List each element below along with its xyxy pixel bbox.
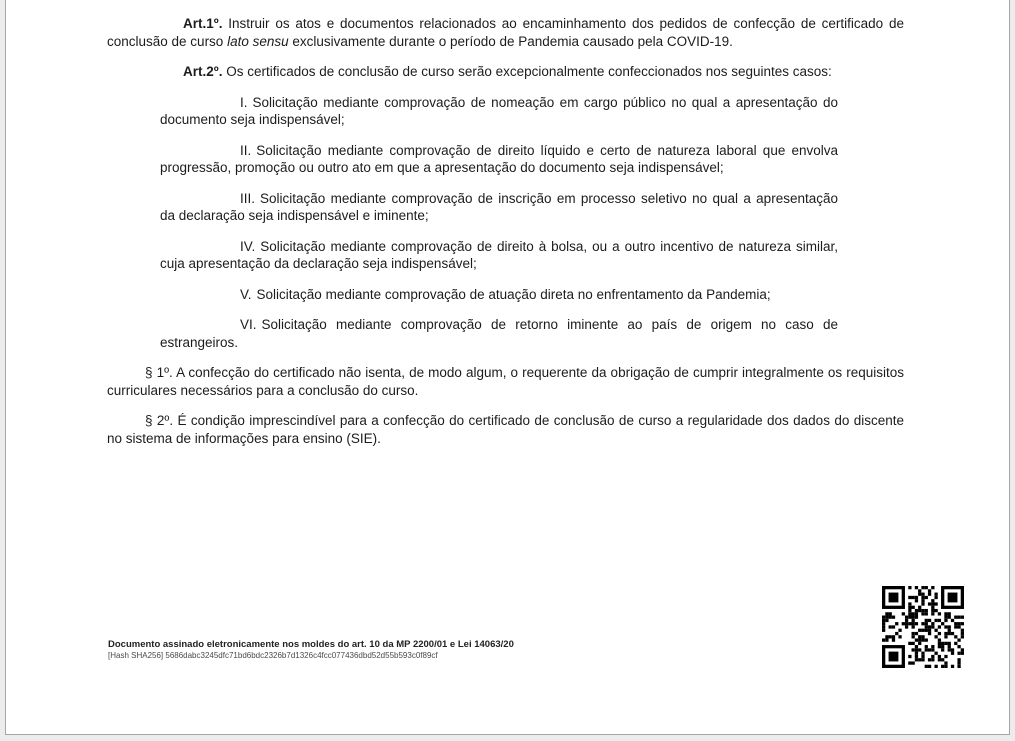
list-item-2-numeral: II. — [240, 142, 252, 158]
list-item-4 — [160, 238, 838, 273]
list-item-1 — [160, 94, 838, 129]
list-item-5-text: Solicitação mediante comprovação de atuação direta no enfrentamento da Pandemia; — [256, 286, 771, 302]
list-item-3-numeral: III. — [240, 190, 256, 206]
section-2-paragraph — [107, 412, 904, 447]
electronic-signature-line: Documento assinado eletronicamente nos moldes do art. 10 da MP 2200/01 e Lei 14063/20 — [108, 639, 514, 650]
article-1-text: Instruir os atos e documentos relacionados ao encaminhamento dos pedidos de confecção de certificado de conclusão de curso — [107, 16, 904, 49]
section-1-symbol: § 1º. — [145, 365, 173, 380]
document-page — [5, 0, 1010, 735]
article-1-italic-term: lato sensu — [227, 33, 289, 49]
list-item-6-numeral: VI. — [240, 317, 257, 332]
qr-code — [882, 586, 964, 668]
list-item-6-text: Solicitação mediante comprovação de retorno iminente ao país de origem no caso de estrangeiros. — [160, 317, 838, 350]
sha256-hash-line: [Hash SHA256] 5686dabc3245dfc71bd6bdc2326b7d1326c4fcc077436dbd52d55b593c0f89cf — [108, 651, 438, 660]
article-2-item-list — [160, 94, 838, 352]
section-1-paragraph — [107, 364, 904, 399]
list-item-3-text: Solicitação mediante comprovação de inscrição em processo seletivo no qual a apresentação da declaração seja indispensável e iminente; — [160, 190, 838, 223]
article-1-paragraph — [107, 15, 904, 50]
list-item-1-text: Solicitação mediante comprovação de nomeação em cargo público no qual a apresentação do documento seja indispensável; — [160, 94, 838, 127]
signature-footer — [108, 639, 514, 661]
list-item-2 — [160, 142, 838, 177]
list-item-2-text: Solicitação mediante comprovação de direito líquido e certo de natureza laboral que envolva progressão, promoção ou outro ato em que a apresentação do documento seja indispensável; — [160, 142, 838, 175]
article-1-number: Art.1º. — [183, 16, 223, 31]
section-2-symbol: § 2º. — [145, 413, 174, 428]
article-2-text: Os certificados de conclusão de curso serão excepcionalmente confeccionados nos seguintes casos: — [222, 64, 832, 79]
article-2-paragraph — [107, 63, 904, 81]
article-1-text-continued: exclusivamente durante o período de Pandemia causado pela COVID-19. — [288, 33, 733, 49]
list-item-6 — [160, 316, 838, 351]
document-content — [6, 0, 1009, 447]
list-item-4-numeral: IV. — [240, 238, 256, 254]
section-1-text: A confecção do certificado não isenta, de modo algum, o requerente da obrigação de cumprir integralmente os requisitos curriculares necessários para a conclusão do curso. — [107, 365, 905, 398]
section-2-text: É condição imprescindível para a confecção do certificado de conclusão de curso a regularidade dos dados do discente no sistema de informações para ensino (SIE). — [107, 413, 904, 446]
list-item-1-numeral: I. — [240, 94, 248, 110]
list-item-5 — [160, 286, 838, 304]
list-item-3 — [160, 190, 838, 225]
list-item-4-text: Solicitação mediante comprovação de direito à bolsa, ou a outro incentivo de natureza similar, cuja apresentação da declaração seja indispensável; — [160, 238, 838, 271]
list-item-5-numeral: V. — [240, 286, 252, 302]
article-2-number: Art.2º. — [183, 64, 223, 79]
